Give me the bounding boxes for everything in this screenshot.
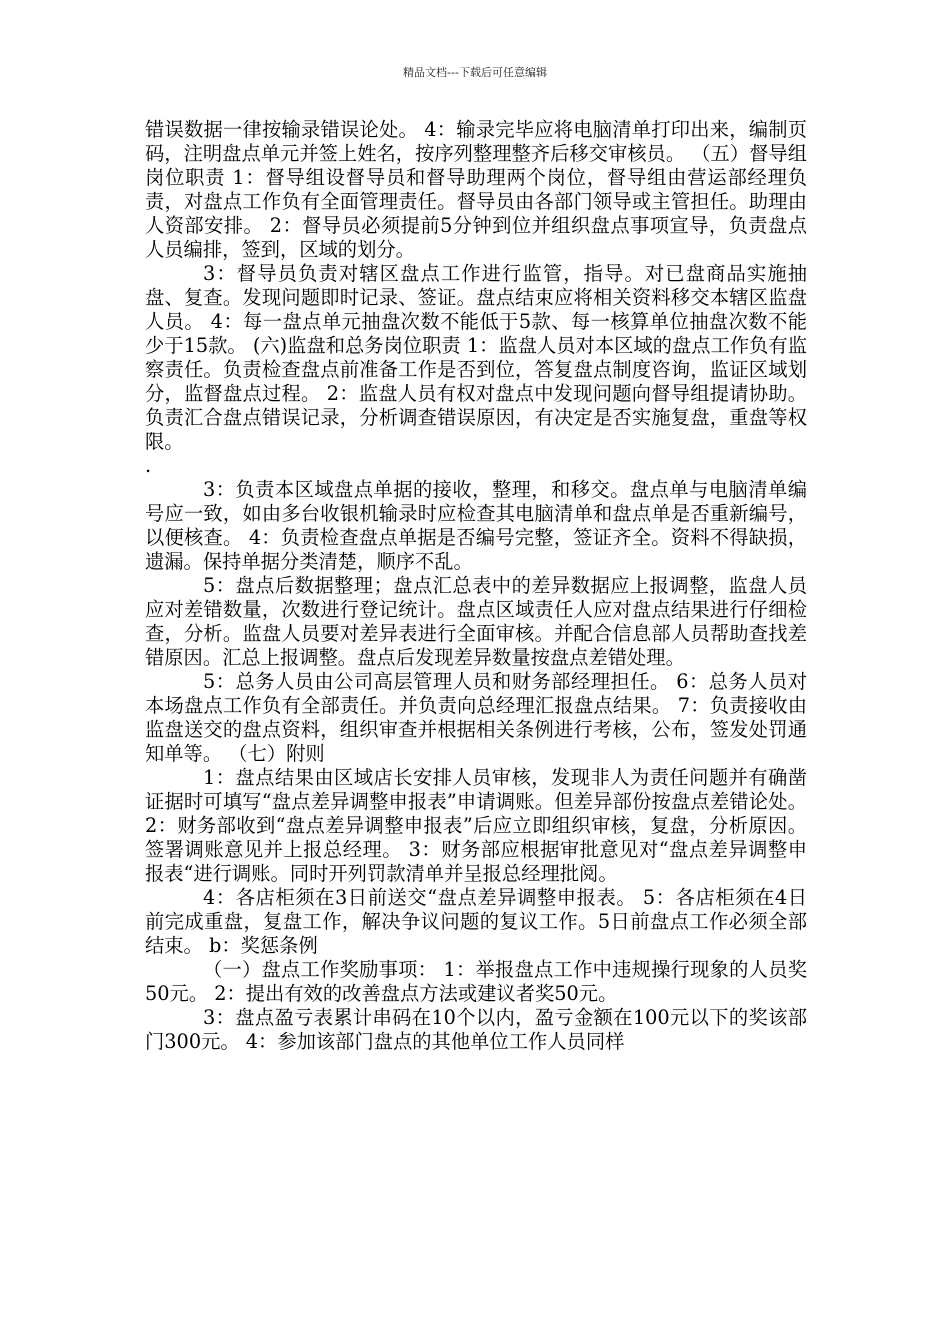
paragraph-4: 5：盘点后数据整理；盘点汇总表中的差异数据应上报调整，监盘人员应对差错数量，次数进行登记统计。盘点区域责任人应对盘点结果进行仔细检查，分析。监盘人员要对差异表进行全面审核。并配合信息部人员帮助查找差错原因。汇总上报调整。盘点后发现差异数量按盘点差错处理。: [145, 574, 807, 669]
paragraph-3: 3：负责本区域盘点单据的接收，整理，和移交。盘点单与电脑清单编号应一致，如由多台收银机输录时应检查其电脑清单和盘点单是否重新编号，以便核查。 4：负责检查盘点单据是否编号完整，签证齐全。资料不得缺损，遗漏。保持单据分类清楚，顺序不乱。: [145, 478, 807, 573]
page-header: 精品文档---下载后可任意编辑: [403, 66, 547, 79]
paragraph-9: 3：盘点盈亏表累计串码在10个以内，盈亏金额在100元以下的奖该部门300元。 4：参加该部门盘点的其他单位工作人员同样: [145, 1006, 807, 1053]
paragraph-5: 5：总务人员由公司高层管理人员和财务部经理担任。 6：总务人员对本场盘点工作负有全部责任。并负责向总经理汇报盘点结果。 7：负责接收由监盘送交的盘点资料，组织审查并根据相关条例进行考核，公布，签发处罚通知单等。 （七）附则: [145, 670, 807, 765]
dot-separator: .: [145, 454, 152, 477]
paragraph-1: 错误数据一律按输录错误论处。 4：输录完毕应将电脑清单打印出来，编制页码，注明盘点单元并签上姓名，按序列整理整齐后移交审核员。 （五）督导组岗位职责 1：督导组设督导员和督导助理两个岗位，督导组由营运部经理负责，对盘点工作负有全面管理责任。督导员由各部门领导或主管担任。助理由人资部安排。 2：督导员必须提前5分钟到位并组织盘点事项宣导，负责盘点人员编排，签到，区域的划分。: [145, 118, 807, 261]
paragraph-2: 3：督导员负责对辖区盘点工作进行监管，指导。对已盘商品实施抽盘、复查。发现问题即时记录、签证。盘点结束应将相关资料移交本辖区监盘人员。 4：每一盘点单元抽盘次数不能低于5款、每一核算单位抽盘次数不能少于15款。 (六)监盘和总务岗位职责 1：监盘人员对本区域的盘点工作负有监察责任。负责检查盘点前准备工作是否到位，答复盘点制度咨询，监证区域划分，监督盘点过程。 2：监盘人员有权对盘点中发现问题向督导组提请协助。负责汇合盘点错误记录，分析调查错误原因，有决定是否实施复盘，重盘等权限。: [145, 262, 807, 453]
document-body: [145, 118, 807, 1054]
paragraph-8: （一）盘点工作奖励事项： 1：举报盘点工作中违规操行现象的人员奖50元。 2：提出有效的改善盘点方法或建议者奖50元。: [145, 958, 807, 1005]
paragraph-7: 4：各店柜须在3日前送交“盘点差异调整申报表。 5：各店柜须在4日前完成重盘，复盘工作，解决争议问题的复议工作。5日前盘点工作必须全部结束。 b：奖惩条例: [145, 886, 807, 957]
paragraph-6: 1：盘点结果由区域店长安排人员审核，发现非人为责任问题并有确凿证据时可填写“盘点差异调整申报表”申请调账。但差异部份按盘点差错论处。 2：财务部收到“盘点差异调整申报表”后应立即组织审核，复盘，分析原因。签署调账意见并上报总经理。 3：财务部应根据审批意见对“盘点差异调整申报表“进行调账。同时开列罚款清单并呈报总经理批阅。: [145, 766, 807, 885]
